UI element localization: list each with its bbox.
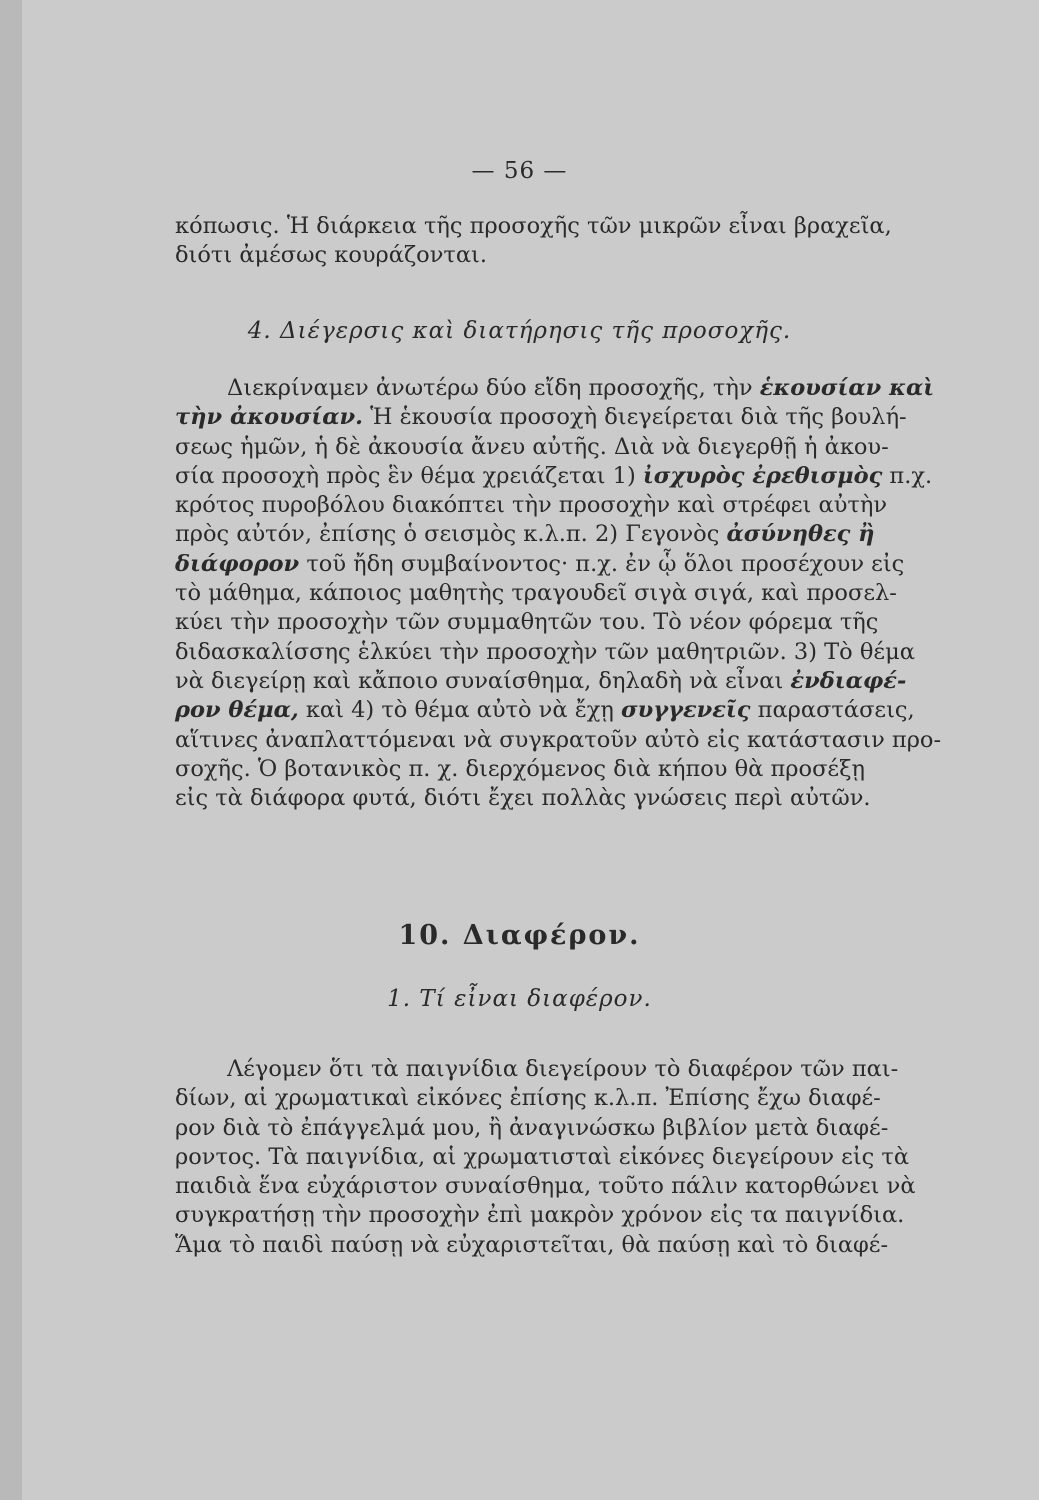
text-line: παιδιὰ ἕνα εὐχάριστον συναίσθημα, τοῦτο πάλιν κατορθώνει νὰ xyxy=(175,1173,916,1200)
text-line: εἰς τὰ διάφορα φυτά, διότι ἔχει πολλὰς γνώσεις περὶ αὐτῶν. xyxy=(175,785,871,812)
text-line: διδασκαλίσσης ἑλκύει τὴν προσοχὴν τῶν μαθητριῶν. 3) Τὸ θέμα xyxy=(175,638,915,665)
text-line: τὸ μάθημα, κάποιος μαθητὴς τραγουδεῖ σιγὰ σιγά, καὶ προσελ- xyxy=(175,580,897,607)
text-line: διότι ἀμέσως κουράζονται. xyxy=(175,242,488,269)
text-line: ροντος. Τὰ παιγνίδια, αἱ χρωματισταὶ εἰκόνες διεγείρουν εἰς τὰ xyxy=(175,1143,910,1170)
page-number: — 56 — xyxy=(471,158,568,184)
text-line: ρον διὰ τὸ ἐπάγγελμά μου, ἢ ἀναγινώσκω βιβλίον μετὰ διαφέ- xyxy=(175,1114,889,1141)
paragraph-attention xyxy=(175,374,942,813)
text-line: τὴν ἀκουσίαν. Ἡ ἑκουσία προσοχὴ διεγείρεται διὰ τῆς βουλή- xyxy=(175,404,907,431)
emphasis: ρον θέμα, xyxy=(175,697,299,724)
text-line: κρότος πυροβόλου διακόπτει τὴν προσοχὴν καὶ στρέφει αὐτὴν xyxy=(175,492,888,519)
text-line: Ἅμα τὸ παιδὶ παύσῃ νὰ εὐχαριστεῖται, θὰ παύσῃ καὶ τὸ διαφέ- xyxy=(175,1231,889,1258)
text-line: σεως ἡμῶν, ἡ δὲ ἀκουσία ἄνευ αὐτῆς. Διὰ νὰ διεγερθῇ ἡ ἀκου- xyxy=(175,433,889,460)
subheading-1: 1. Τί εἶναι διαφέρον. xyxy=(387,986,652,1012)
text-line: νὰ διεγείρῃ καὶ κἄποιο συναίσθημα, δηλαδὴ νὰ εἶναι ἐνδιαφέ- xyxy=(175,667,907,694)
text-line: Λέγομεν ὅτι τὰ παιγνίδια διεγείρουν τὸ διαφέρον τῶν παι- xyxy=(227,1056,899,1082)
text-line: σοχῆς. Ὁ βοτανικὸς π. χ. διερχόμενος διὰ κήπου θὰ προσέξῃ xyxy=(175,755,865,782)
paragraph-intro xyxy=(175,212,935,271)
emphasis: συγγενεῖς xyxy=(621,697,751,724)
paragraph-interest xyxy=(175,1055,935,1260)
text-line: αἵτινες ἀναπλαττόμεναι νὰ συγκρατοῦν αὐτὸ εἰς κατάστασιν προ- xyxy=(175,726,942,753)
text-line: κόπωσις. Ἡ διάρκεια τῆς προσοχῆς τῶν μικρῶν εἶναι βραχεῖα, xyxy=(175,213,892,239)
section-title-10: 10. Διαφέρον. xyxy=(398,920,641,951)
text-line: Διεκρίναμεν ἀνωτέρω δύο εἴδη προσοχῆς, τὴν ἑκουσίαν καὶ xyxy=(227,375,935,401)
text-line: δίων, αἱ χρωματικαὶ εἰκόνες ἐπίσης κ.λ.π. Ἐπίσης ἔχω διαφέ- xyxy=(175,1085,881,1112)
emphasis: ἑκουσίαν καὶ xyxy=(759,375,935,401)
text-line: σία προσοχὴ πρὸς ἓν θέμα χρειάζεται 1) ἰσχυρὸς ἐρεθισμὸς π.χ. xyxy=(175,462,933,489)
emphasis: ἰσχυρὸς ἐρεθισμὸς xyxy=(642,462,883,489)
page-edge-shadow xyxy=(0,0,22,1500)
subheading-4: 4. Διέγερσις καὶ διατήρησις τῆς προσοχῆς. xyxy=(247,318,792,344)
emphasis: τὴν ἀκουσίαν. xyxy=(175,404,363,431)
text-line: πρὸς αὐτόν, ἐπίσης ὁ σεισμὸς κ.λ.π. 2) Γεγονὸς ἀσύνηθες ἢ xyxy=(175,521,875,548)
text-line: διάφορον τοῦ ἤδη συμβαίνοντος· π.χ. ἐν ᾧ ὅλοι προσέχουν εἰς xyxy=(175,550,905,577)
emphasis: ἀσύνηθες ἢ xyxy=(726,521,875,548)
text-line: κύει τὴν προσοχὴν τῶν συμμαθητῶν του. Τὸ νέον φόρεμα τῆς xyxy=(175,609,879,636)
emphasis: ἐνδιαφέ- xyxy=(790,667,907,694)
text-line: ρον θέμα, καὶ 4) τὸ θέμα αὐτὸ νὰ ἔχῃ συγγενεῖς παραστάσεις, xyxy=(175,697,915,724)
text-line: συγκρατήσῃ τὴν προσοχὴν ἐπὶ μακρὸν χρόνον εἰς τα παιγνίδια. xyxy=(175,1202,905,1229)
emphasis: διάφορον xyxy=(175,550,300,577)
